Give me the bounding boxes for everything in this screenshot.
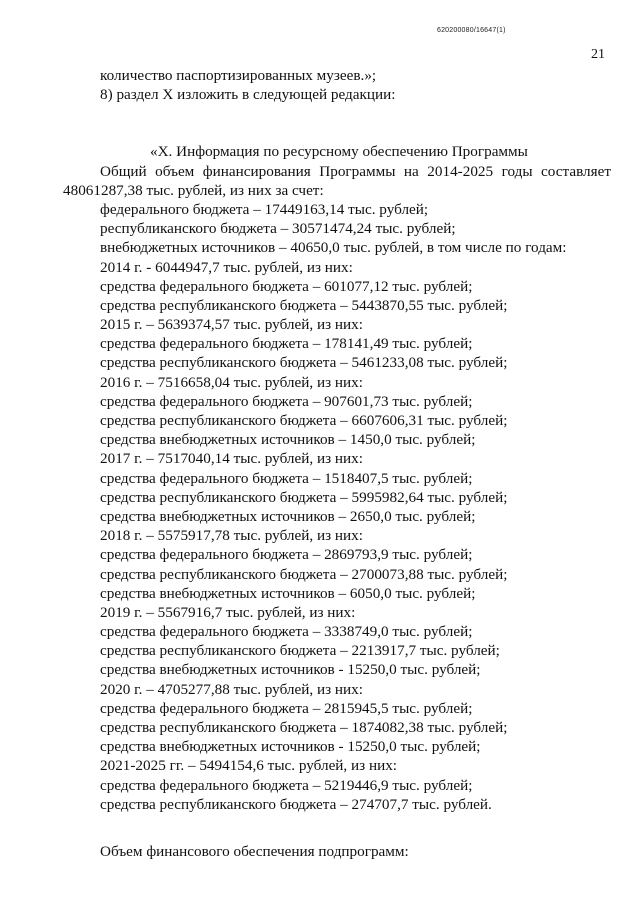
document-id: 620200080/16647(1) bbox=[437, 27, 506, 34]
funding-line: средства внебюджетных источников - 15250,0 тыс. рублей; bbox=[100, 738, 481, 756]
funding-line: средства федерального бюджета – 2815945,5 тыс. рублей; bbox=[100, 699, 473, 717]
funding-line: средства внебюджетных источников - 15250,0 тыс. рублей; bbox=[100, 661, 481, 679]
funding-line: 2021-2025 гг. – 5494154,6 тыс. рублей, из них: bbox=[100, 757, 398, 775]
funding-line: средства федерального бюджета – 601077,12 тыс. рублей; bbox=[100, 277, 473, 295]
funding-line: 2014 г. - 6044947,7 тыс. рублей, из них: bbox=[100, 258, 353, 276]
funding-line: средства республиканского бюджета – 6607606,31 тыс. рублей; bbox=[100, 412, 508, 429]
funding-line: 2020 г. – 4705277,88 тыс. рублей, из них: bbox=[100, 680, 363, 698]
funding-line: средства федерального бюджета – 178141,49 тыс. рублей; bbox=[100, 335, 473, 353]
document-body bbox=[63, 66, 611, 861]
funding-line: средства внебюджетных источников – 1450,0 тыс. рублей; bbox=[100, 431, 476, 449]
funding-line: средства республиканского бюджета – 5443870,55 тыс. рублей; bbox=[100, 296, 508, 314]
funding-line: 2017 г. – 7517040,14 тыс. рублей, из них: bbox=[100, 450, 363, 468]
spacer bbox=[63, 104, 611, 142]
funding-line: внебюджетных источников – 40650,0 тыс. рублей, в том числе по годам: bbox=[100, 239, 567, 257]
intro-line-2: 8) раздел X изложить в следующей редакции: bbox=[100, 86, 396, 104]
funding-line: средства республиканского бюджета – 5461233,08 тыс. рублей; bbox=[100, 354, 508, 372]
funding-line: 2018 г. – 5575917,78 тыс. рублей, из них: bbox=[100, 527, 363, 545]
funding-line: средства республиканского бюджета – 2213917,7 тыс. рублей; bbox=[100, 642, 500, 660]
paragraph-line-1: Общий объем финансирования Программы на 2014-2025 годы составляет bbox=[100, 162, 611, 180]
funding-line: 2019 г. – 5567916,7 тыс. рублей, из них: bbox=[100, 603, 356, 621]
funding-line: республиканского бюджета – 30571474,24 тыс. рублей; bbox=[100, 220, 456, 238]
funding-line: средства внебюджетных источников – 6050,0 тыс. рублей; bbox=[100, 584, 476, 602]
funding-line: средства внебюджетных источников – 2650,0 тыс. рублей; bbox=[100, 507, 476, 525]
funding-line: средства федерального бюджета – 3338749,0 тыс. рублей; bbox=[100, 623, 473, 641]
section-heading: «X. Информация по ресурсному обеспечению Программы bbox=[150, 143, 528, 161]
funding-line: средства федерального бюджета – 5219446,9 тыс. рублей; bbox=[100, 776, 473, 794]
funding-line: средства республиканского бюджета – 5995982,64 тыс. рублей; bbox=[100, 488, 508, 506]
page-number: 21 bbox=[591, 47, 605, 62]
funding-line: 2015 г. – 5639374,57 тыс. рублей, из них: bbox=[100, 316, 363, 334]
intro-line-1: количество паспортизированных музеев.»; bbox=[100, 67, 377, 84]
paragraph-line-2: 48061287,38 тыс. рублей, из них за счет: bbox=[63, 181, 324, 199]
funding-line: средства республиканского бюджета – 274707,7 тыс. рублей. bbox=[100, 795, 492, 813]
funding-line: средства республиканского бюджета – 1874082,38 тыс. рублей; bbox=[100, 719, 508, 736]
funding-line: 2016 г. – 7516658,04 тыс. рублей, из них: bbox=[100, 373, 363, 391]
funding-line: средства федерального бюджета – 907601,73 тыс. рублей; bbox=[100, 392, 473, 410]
funding-line: средства федерального бюджета – 1518407,5 тыс. рублей; bbox=[100, 469, 473, 487]
closing-line: Объем финансового обеспечения подпрограмм: bbox=[100, 842, 409, 860]
funding-line: средства федерального бюджета – 2869793,9 тыс. рублей; bbox=[100, 546, 473, 564]
funding-line: федерального бюджета – 17449163,14 тыс. рублей; bbox=[100, 200, 429, 218]
spacer bbox=[63, 814, 611, 842]
funding-line: средства республиканского бюджета – 2700073,88 тыс. рублей; bbox=[100, 565, 508, 583]
